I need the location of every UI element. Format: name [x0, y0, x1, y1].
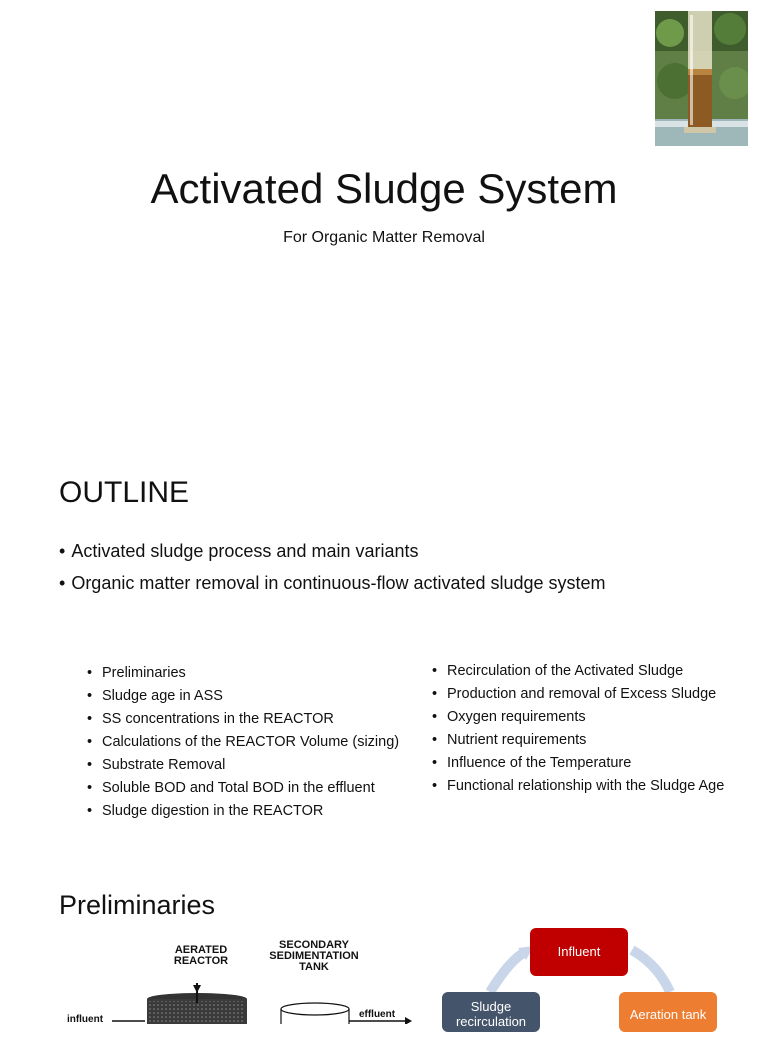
cycle-node-aeration-tank: Aeration tank [619, 992, 717, 1032]
cycle-arrow-right [632, 950, 670, 992]
recirc-label-line: Sludge [470, 999, 512, 1014]
reactor-label-line: AERATED [174, 944, 228, 956]
cycle-node-influent: Influent [530, 928, 628, 976]
outline-main-item: • Activated sludge process and main variants [59, 537, 606, 569]
outline-heading: OUTLINE [59, 476, 190, 509]
outline-subitem: • Sludge age in ASS [87, 687, 407, 706]
outline-subitem: • Substrate Removal [87, 756, 407, 775]
outline-subitem: • Functional relationship with the Sludge Age [432, 777, 752, 796]
preliminaries-heading: Preliminaries [59, 890, 216, 920]
outline-main-list [59, 537, 606, 601]
tank-label-line: TANK [299, 961, 329, 973]
outline-subitem: • Preliminaries [87, 664, 407, 683]
outline-subitem: • Calculations of the REACTOR Volume (sizing) [87, 733, 407, 752]
outline-subitem: • Production and removal of Excess Sludge [432, 685, 752, 704]
recirc-label-line: recirculation [455, 1014, 527, 1029]
tank-top [281, 1003, 349, 1015]
outline-left-column [87, 664, 407, 825]
presentation-title: Activated Sludge System [150, 165, 618, 212]
outline-subitem: • SS concentrations in the REACTOR [87, 710, 407, 729]
influent-label: influent [66, 1014, 104, 1025]
cycle-node-sludge-recirculation [442, 992, 540, 1032]
tank-label-line: SECONDARY [279, 939, 349, 951]
process-schematic [60, 935, 420, 1024]
outline-subitem: • Nutrient requirements [432, 731, 752, 750]
effluent-arrow [405, 1017, 412, 1024]
tank-label-line: SEDIMENTATION [269, 950, 359, 962]
outline-right-column [432, 662, 752, 800]
outline-subitem: • Influence of the Temperature [432, 754, 752, 773]
outline-subitem: • Soluble BOD and Total BOD in the effluent [87, 779, 407, 798]
process-cycle-diagram [420, 920, 768, 1029]
outline-main-item: • Organic matter removal in continuous-flow activated sludge system [59, 569, 606, 601]
sludge-cylinder-photo [655, 11, 748, 146]
reactor-label-line: REACTOR [173, 955, 229, 967]
outline-subitem: • Sludge digestion in the REACTOR [87, 802, 407, 821]
effluent-label: effluent [358, 1009, 396, 1020]
cylinder-photo-image [655, 11, 748, 146]
outline-subitem: • Oxygen requirements [432, 708, 752, 727]
outline-subitem: • Recirculation of the Activated Sludge [432, 662, 752, 681]
presentation-subtitle: For Organic Matter Removal [283, 229, 485, 246]
cycle-arrow-left [490, 952, 525, 992]
